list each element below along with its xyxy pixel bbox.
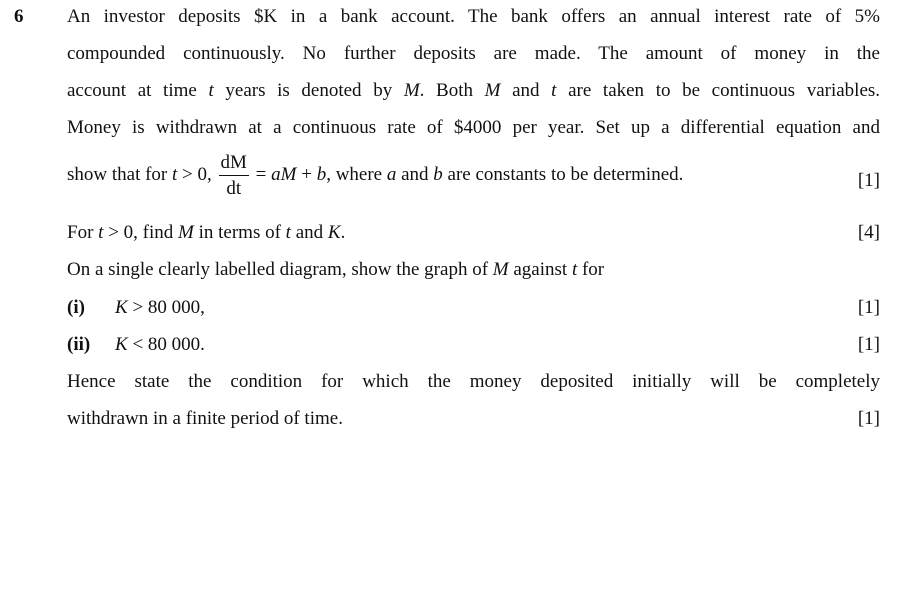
mark-sub-i: [1] [857,297,880,318]
var-b: b [433,163,443,185]
mark-sub-ii: [1] [857,334,880,355]
var-b: b [316,163,327,185]
intro-line-2: compounded continuously. No further deposits are made. The amount of money in the [67,43,880,64]
part-diagram-line [67,259,880,281]
fraction-denominator: dt [226,178,242,199]
text-segment: For [67,222,99,243]
mark-hence: [1] [857,408,880,429]
mark-find: [4] [857,222,880,243]
derivative-fraction [219,153,249,198]
var-K: K [115,334,128,355]
var-t: t [571,259,578,280]
text-segment: and [500,80,552,101]
text-segment: against [508,259,572,280]
text-segment: < 80 000. [127,334,205,355]
text-segment: + [296,163,317,185]
var-M: M [492,259,509,280]
text-segment: > 0, [177,163,212,185]
intro-line-5 [67,153,880,198]
intro-line-1: An investor deposits $K in a bank account. The bank offers an annual interest rate of 5% [67,6,880,27]
text-segment: are constants to be determined. [442,163,684,185]
hence-line-1: Hence state the condition for which the money deposited initially will be completely [67,371,880,392]
var-K: K [115,297,128,318]
text-segment: > 80 000, [127,297,205,318]
text-segment: > 0, find [103,222,179,243]
text-segment: , where [326,163,387,185]
hence-line-2: withdrawn in a finite period of time. [67,408,343,429]
text-segment: . Both [419,80,485,101]
var-K: K [327,222,341,243]
fraction-numerator: dM [219,153,249,176]
var-t: t [172,163,178,185]
text-segment: show that for [67,163,173,185]
var-t: t [551,80,557,101]
intro-line-4: Money is withdrawn at a continuous rate of $4000 per year. Set up a differential equation and [67,117,880,138]
sub-part-label: (i) [67,297,85,318]
text-segment: = [250,163,272,185]
text-segment: account at time [67,80,209,101]
sub-part-ii [67,334,880,356]
text-segment: and [290,222,328,243]
text-segment: are taken to be continuous variables. [556,80,881,101]
text-segment: . [340,222,346,243]
text-segment: and [396,163,434,185]
var-M: M [484,80,501,101]
sub-part-label: (ii) [67,334,91,355]
var-t: t [98,222,104,243]
var-a: a [386,163,397,185]
text-segment: for [577,259,605,280]
intro-line-3 [67,80,880,102]
text-segment: years is denoted by [213,80,404,101]
question-number: 6 [14,6,24,27]
part-find-line [67,222,880,244]
text-segment: in terms of [193,222,286,243]
var-M: M [178,222,194,243]
var-t: t [208,80,214,101]
var-M: M [403,80,420,101]
sub-part-i [67,297,880,319]
text-segment: On a single clearly labelled diagram, show the graph of [67,259,493,280]
mark-intro: [1] [857,170,880,191]
var-aM: aM [271,163,297,185]
var-t: t [285,222,291,243]
